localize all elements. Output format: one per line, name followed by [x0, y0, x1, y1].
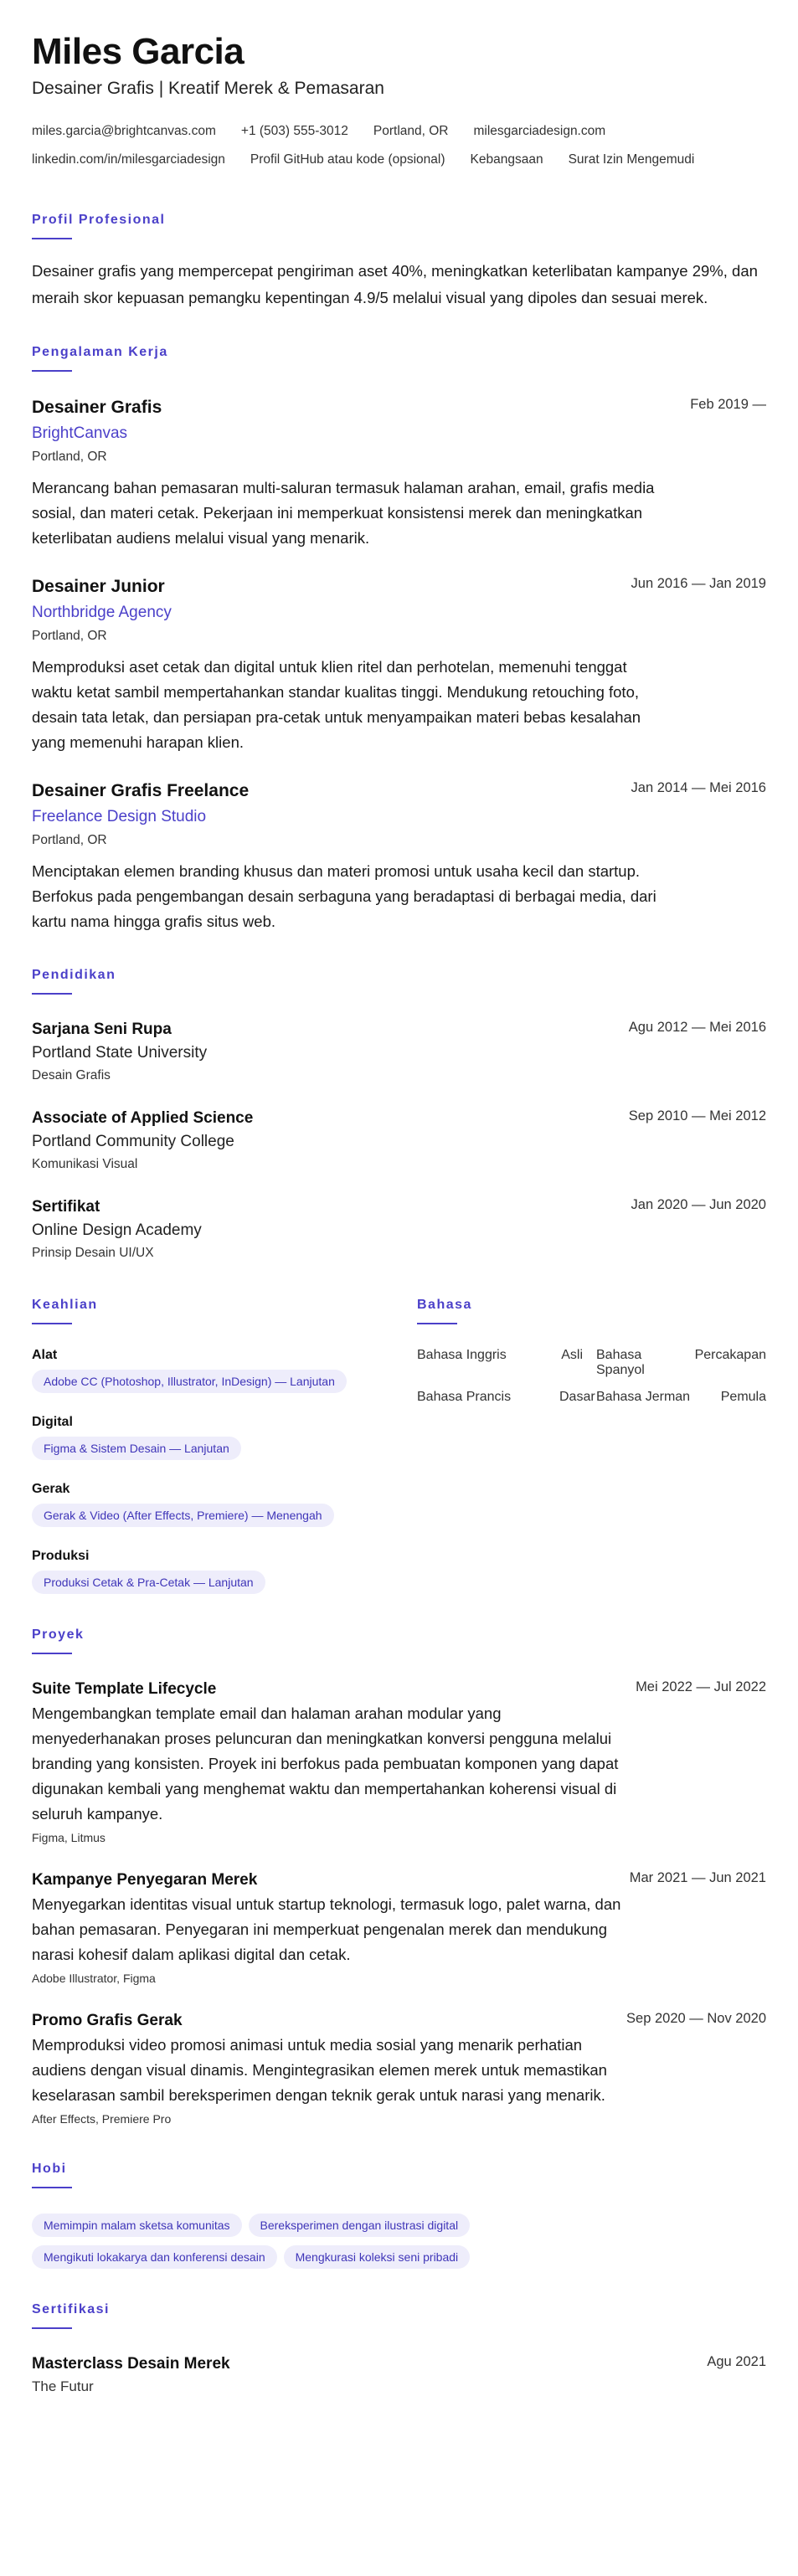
skill-pill: Produksi Cetak & Pra-Cetak — Lanjutan: [32, 1571, 265, 1594]
experience-entry: [32, 574, 766, 755]
experience-entry: [32, 779, 766, 934]
education-section: [32, 968, 766, 1264]
project-dates: Sep 2020 — Nov 2020: [626, 2011, 766, 2026]
skills-section: [32, 1298, 417, 1594]
section-title-education: Pendidikan: [32, 968, 116, 982]
hobby-list: [32, 2205, 568, 2269]
contact-github[interactable]: Profil GitHub atau kode (opsional): [250, 152, 445, 167]
section-title-experience: Pengalaman Kerja: [32, 345, 168, 359]
project-name: Promo Grafis Gerak: [32, 2012, 183, 2029]
certification-entry: [32, 2352, 766, 2398]
project-tools: Figma, Litmus: [32, 1831, 106, 1844]
edu-degree: Sarjana Seni Rupa: [32, 1021, 172, 1038]
skill-category: Produksi: [32, 1549, 90, 1563]
language-name: Bahasa Prancis: [417, 1390, 512, 1404]
language-name: Bahasa Inggris: [417, 1348, 507, 1362]
section-title-skills: Keahlian: [32, 1298, 98, 1312]
job-company: Freelance Design Studio: [32, 808, 207, 825]
job-title: Desainer Grafis Freelance: [32, 781, 250, 800]
education-entry: [32, 1107, 766, 1175]
edu-field: Desain Grafis: [32, 1068, 111, 1082]
hobby-pill: Mengkurasi koleksi seni pribadi: [284, 2245, 471, 2269]
section-divider: [32, 370, 72, 372]
skill-pill: Adobe CC (Photoshop, Illustrator, InDesign) — Lanjutan: [32, 1370, 347, 1393]
language-level: Percakapan: [694, 1348, 766, 1362]
section-divider: [417, 1323, 457, 1324]
skill-category: Gerak: [32, 1482, 70, 1496]
project-tools: After Effects, Premiere Pro: [32, 2112, 172, 2126]
hobbies-section: [32, 2162, 766, 2269]
section-title-projects: Proyek: [32, 1627, 85, 1642]
edu-degree: Sertifikat: [32, 1198, 100, 1216]
project-dates: Mar 2021 — Jun 2021: [629, 1870, 766, 1885]
project-name: Kampanye Penyegaran Merek: [32, 1871, 258, 1889]
contact-nationality: Kebangsaan: [470, 152, 543, 167]
project-tools: Adobe Illustrator, Figma: [32, 1972, 156, 1985]
job-location: Portland, OR: [32, 833, 107, 847]
job-title: Desainer Junior: [32, 577, 165, 596]
skill-category: Digital: [32, 1415, 73, 1429]
language-list: [417, 1348, 766, 1405]
experience-entry: [32, 395, 766, 551]
certification-date: Agu 2021: [707, 2354, 766, 2369]
section-divider: [32, 238, 72, 239]
skill-category: Alat: [32, 1348, 58, 1362]
language-name: Bahasa Spanyol: [596, 1348, 645, 1377]
certification-name: Masterclass Desain Merek: [32, 2355, 230, 2373]
hobby-pill: Memimpin malam sketsa komunitas: [32, 2214, 242, 2237]
edu-field: Komunikasi Visual: [32, 1157, 138, 1171]
project-entry: [32, 1678, 766, 1847]
contact-phone[interactable]: +1 (503) 555-3012: [240, 124, 348, 138]
language-level: Asli: [561, 1348, 583, 1362]
job-company: BrightCanvas: [32, 424, 128, 442]
job-title: Desainer Grafis: [32, 398, 162, 417]
section-divider: [32, 993, 72, 995]
profile-section: [32, 213, 766, 311]
project-description: Mengembangkan template email dan halaman arahan modular yang menyederhanakan proses peluncuran dan meningkatkan konversi pengguna melalui branding yang konsisten. Proyek ini berfokus pada pembuatan komponen yang dapat digunakan kembali yang menghemat waktu dan mempertahankan koherensi visual di seluruh kampanye.: [32, 1704, 619, 1823]
job-dates: Jun 2016 — Jan 2019: [631, 576, 766, 591]
contact-list: [32, 117, 766, 174]
job-description: Merancang bahan pemasaran multi-saluran termasuk halaman arahan, email, grafis media sosial, dan materi cetak. Pekerjaan ini memperkuat konsistensi merek dan meningkatkan keterlibatan audiens melalui visual yang menarik.: [32, 479, 655, 547]
contact-license: Surat Izin Mengemudi: [568, 152, 695, 167]
contact-linkedin[interactable]: linkedin.com/in/milesgarciadesign: [32, 152, 225, 167]
contact-email[interactable]: miles.garcia@brightcanvas.com: [32, 124, 216, 138]
education-entry: [32, 1195, 766, 1264]
job-description: Memproduksi aset cetak dan digital untuk klien ritel dan perhotelan, memenuhi tenggat waktu ketat sambil mempertahankan standar kualitas tinggi. Mendukung retouching foto, desain tata letak, dan persiapan pra-cetak untuk menyampaikan materi bebas kesalahan yang memenuhi harapan klien.: [32, 658, 641, 751]
languages-section: [417, 1298, 766, 1594]
candidate-name: Miles Garcia: [32, 31, 245, 72]
job-dates: Jan 2014 — Mei 2016: [631, 780, 766, 795]
skill-pill: Gerak & Video (After Effects, Premiere) — Menengah: [32, 1504, 334, 1527]
certifications-section: [32, 2302, 766, 2398]
certification-issuer: The Futur: [32, 2378, 94, 2394]
education-entry: [32, 1018, 766, 1087]
project-entry: [32, 1869, 766, 1987]
contact-website[interactable]: milesgarciadesign.com: [473, 124, 606, 138]
edu-school: Online Design Academy: [32, 1221, 202, 1239]
job-location: Portland, OR: [32, 450, 107, 464]
section-divider: [32, 2187, 72, 2188]
projects-section: [32, 1627, 766, 2128]
section-title-profile: Profil Profesional: [32, 213, 166, 227]
edu-degree: Associate of Applied Science: [32, 1109, 254, 1127]
edu-field: Prinsip Desain UI/UX: [32, 1246, 154, 1260]
project-description: Menyegarkan identitas visual untuk startup teknologi, termasuk logo, palet warna, dan bahan pemasaran. Penyegaran ini memperkuat pengenalan merek dan mendukung narasi kohesif dalam aplikasi digital dan cetak.: [32, 1895, 621, 1963]
language-level: Pemula: [720, 1390, 766, 1404]
edu-school: Portland Community College: [32, 1133, 234, 1150]
skills-languages-row: [32, 1298, 766, 1594]
contact-location: Portland, OR: [373, 124, 449, 138]
language-level: Dasar: [559, 1390, 595, 1404]
experience-section: [32, 345, 766, 934]
skill-pill: Figma & Sistem Desain — Lanjutan: [32, 1437, 241, 1460]
job-company: Northbridge Agency: [32, 604, 172, 621]
job-description: Menciptakan elemen branding khusus dan materi promosi untuk usaha kecil dan startup. Berfokus pada pengembangan desain serbaguna yang beradaptasi di berbagai media, dari kartu nama hingga grafis situs web.: [32, 862, 656, 930]
section-divider: [32, 1323, 72, 1324]
section-divider: [32, 1653, 72, 1654]
section-title-hobbies: Hobi: [32, 2162, 67, 2176]
project-description: Memproduksi video promosi animasi untuk media sosial yang menarik perhatian audiens dengan visual dinamis. Mengintegrasikan elemen merek untuk memastikan keselarasan sambil bereksperimen dengan teknik gerak untuk narasi yang menarik.: [32, 2036, 607, 2104]
hobby-pill: Bereksperimen dengan ilustrasi digital: [249, 2214, 471, 2237]
candidate-headline: Desainer Grafis | Kreatif Merek & Pemasaran: [32, 79, 384, 98]
edu-school: Portland State University: [32, 1044, 208, 1062]
edu-dates: Agu 2012 — Mei 2016: [628, 1020, 766, 1035]
job-dates: Feb 2019 —: [690, 397, 766, 412]
language-name: Bahasa Jerman: [596, 1390, 691, 1404]
section-title-certifications: Sertifikasi: [32, 2302, 110, 2316]
job-location: Portland, OR: [32, 629, 107, 643]
edu-dates: Jan 2020 — Jun 2020: [631, 1197, 766, 1212]
hobby-pill: Mengikuti lokakarya dan konferensi desain: [32, 2245, 277, 2269]
project-dates: Mei 2022 — Jul 2022: [636, 1679, 766, 1694]
edu-dates: Sep 2010 — Mei 2012: [628, 1108, 766, 1123]
project-entry: [32, 2009, 766, 2128]
section-divider: [32, 2327, 72, 2329]
section-title-languages: Bahasa: [417, 1298, 472, 1312]
project-name: Suite Template Lifecycle: [32, 1680, 217, 1698]
profile-summary: Desainer grafis yang mempercepat pengiriman aset 40%, meningkatkan keterlibatan kampanye 29%, dan meraih skor kepuasan pemangku kepentingan 4.9/5 melalui visual yang dipoles dan sesuai merek.: [32, 262, 758, 306]
